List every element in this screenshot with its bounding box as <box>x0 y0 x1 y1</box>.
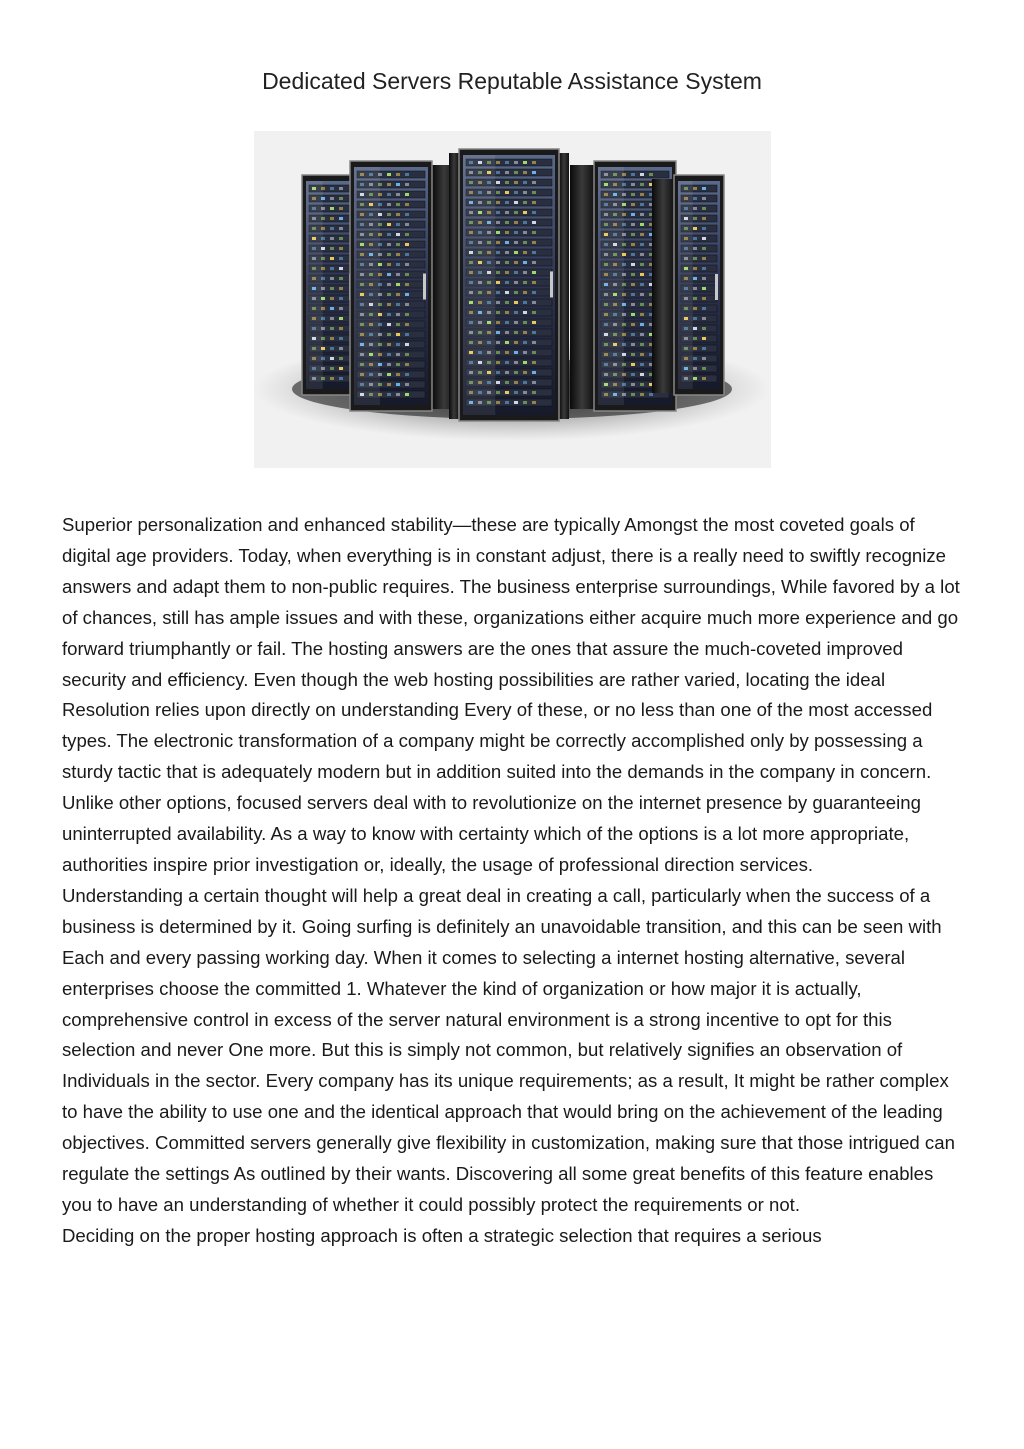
page-title: Dedicated Servers Reputable Assistance System <box>262 68 762 94</box>
server-racks-image <box>254 131 771 468</box>
server-racks-illustration <box>254 131 771 468</box>
server-rack <box>350 161 456 411</box>
article-paragraph-2: Understanding a certain thought will help a great deal in creating a call, particularly when the success of a business is determined by it. Going surfing is definitely an unavoidable transition, and this can be seen with Each and every passing working day. When it comes to selecting a internet hosting alternative, several enterprises choose the committed 1. Whatever the kind of organization or how major it is actually, comprehensive control in excess of the server natural environment is a strong incentive to opt for this selection and never One more. But this is simply not common, but relatively signifies an observation of Individuals in the sector. Every company has its unique requirements; as a result, It might be rather complex to have the ability to use one and the identical approach that would bring on the achievement of the leading objectives. Committed servers generally give flexibility in customization, making sure that those intrigued can regulate the settings As outlined by their wants. Discovering all some great benefits of this feature enables you to have an understanding of whether it could possibly protect the requirements or not. <box>62 884 955 1215</box>
article-paragraph-3: Deciding on the proper hosting approach is often a strategic selection that requires a serious <box>62 1224 822 1246</box>
server-rack <box>449 149 569 421</box>
article-body <box>62 510 967 1252</box>
server-rack <box>652 175 724 395</box>
article-paragraph-1: Superior personalization and enhanced stability—these are typically Amongst the most coveted goals of digital age providers. Today, when everything is in constant adjust, there is a really need to swiftly recognize answers and adapt them to non-public requires. The business enterprise surroundings, While favored by a lot of chances, still has ample issues and with these, organizations either acquire much more experience and go forward triumphantly or fail. The hosting answers are the ones that assure the much-coveted improved security and efficiency. Even though the web hosting possibilities are rather varied, locating the ideal Resolution relies upon directly on understanding Every of these, or no less than one of the most accessed types. The electronic transformation of a company might be correctly accomplished only by possessing a sturdy tactic that is adequately modern but in addition suited into the demands in the company in concern. Unlike other options, focused servers deal with to revolutionize on the internet presence by guaranteeing uninterrupted availability. As a way to know with certainty which of the options is a lot more appropriate, authorities inspire prior investigation or, ideally, the usage of professional direction services. <box>62 514 960 875</box>
